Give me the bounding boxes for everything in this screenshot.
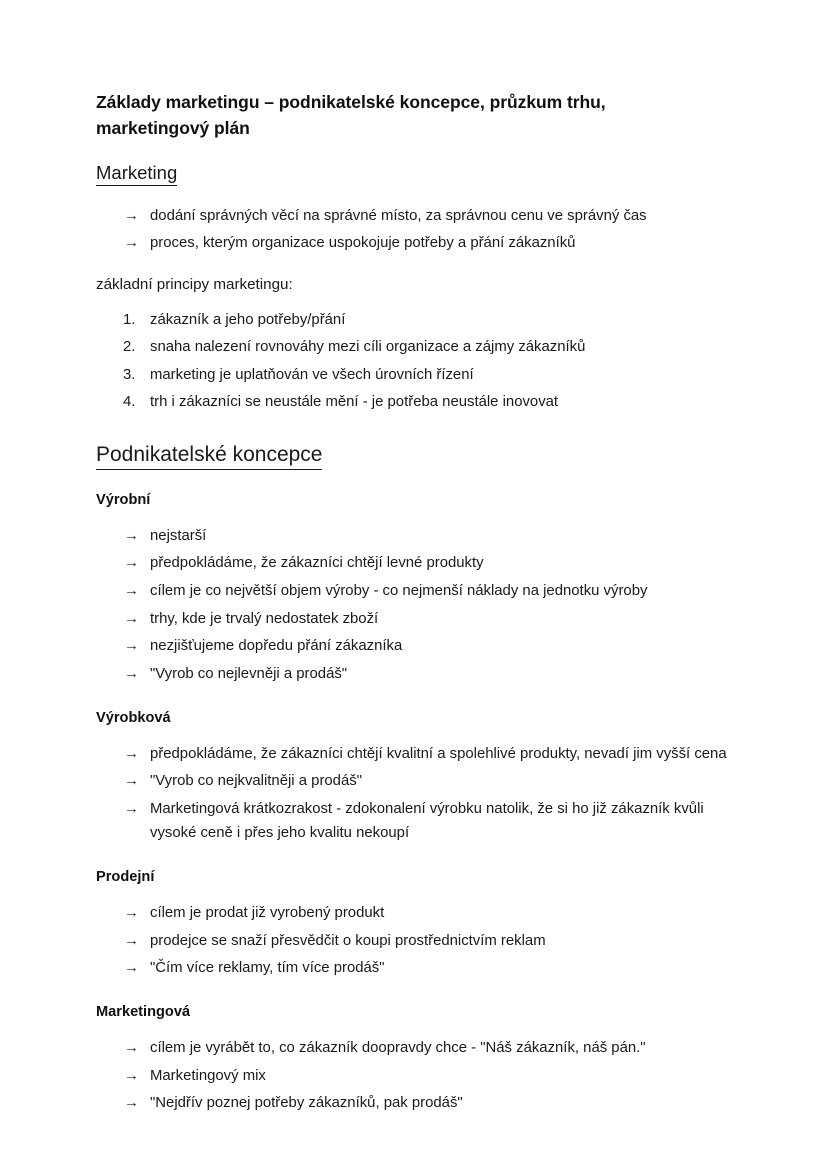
list-item-text: "Vyrob co nejlevněji a prodáš"	[150, 665, 348, 682]
list-item-text: nezjišťujeme dopředu přání zákazníka	[150, 638, 403, 655]
list-item-text: trhy, kde je trvalý nedostatek zboží	[150, 610, 379, 627]
list-item-text: cílem je prodat již vyrobený produkt	[150, 904, 385, 921]
vyrobni-list	[96, 524, 750, 686]
list-item-text: předpokládáme, že zákazníci chtějí levné produkty	[150, 555, 484, 572]
list-item	[96, 769, 750, 793]
arrow-icon: →	[124, 1040, 139, 1056]
arrow-icon: →	[124, 610, 139, 627]
arrow-icon: →	[124, 800, 139, 817]
subheading-prodejni: Prodejní	[96, 869, 155, 886]
list-item	[96, 335, 750, 359]
arrow-icon: →	[124, 932, 139, 949]
list-item	[96, 956, 750, 980]
page-title: Základy marketingu – podnikatelské koncepce, průzkum trhu, marketingový plán	[96, 92, 606, 138]
heading-marketing	[96, 161, 750, 186]
list-item	[96, 308, 750, 332]
list-item-text: Marketingový mix	[150, 1067, 266, 1084]
arrow-icon: →	[124, 960, 139, 977]
arrow-icon: →	[124, 773, 139, 790]
subheading-vyrobni: Výrobní	[96, 491, 151, 508]
principles-intro: základní principy marketingu:	[96, 275, 293, 293]
list-item	[96, 742, 750, 766]
list-item	[96, 204, 750, 228]
list-item	[96, 1064, 750, 1088]
arrow-icon: →	[124, 1067, 139, 1084]
list-item	[96, 524, 750, 548]
subheading-marketingova: Marketingová	[96, 1004, 191, 1021]
list-item	[96, 390, 750, 414]
list-item-text: trh i zákazníci se neustále mění - je potřeba neustále inovovat	[150, 394, 559, 411]
list-item	[96, 231, 750, 255]
list-item	[96, 607, 750, 631]
arrow-icon: →	[124, 527, 139, 544]
list-item-text: zákazník a jeho potřeby/přání	[150, 311, 346, 328]
arrow-icon: →	[124, 582, 139, 599]
marketing-definition-list	[96, 204, 750, 256]
list-item-text: nejstarší	[150, 527, 207, 544]
heading-podnikatelske-koncepce-text: Podnikatelské koncepce	[96, 443, 322, 470]
arrow-icon: →	[124, 207, 139, 224]
arrow-icon: →	[124, 745, 139, 762]
list-item-text: snaha nalezení rovnováhy mezi cíli organizace a zájmy zákazníků	[150, 339, 586, 356]
list-item	[96, 363, 750, 387]
prodejni-list	[96, 901, 750, 980]
arrow-icon: →	[124, 665, 139, 682]
marketing-principles-list	[96, 308, 750, 415]
list-item-text: marketing je uplatňován ve všech úrovních řízení	[150, 366, 474, 383]
list-item	[96, 551, 750, 575]
list-item	[96, 1036, 750, 1060]
arrow-icon: →	[124, 555, 139, 572]
list-item	[96, 1091, 750, 1115]
arrow-icon: →	[124, 904, 139, 921]
arrow-icon: →	[124, 638, 139, 655]
list-item-text: "Nejdřív poznej potřeby zákazníků, pak prodáš"	[150, 1095, 463, 1112]
arrow-icon: →	[124, 235, 139, 252]
list-item	[96, 929, 750, 953]
list-item	[96, 634, 750, 658]
heading-marketing-text: Marketing	[96, 162, 177, 186]
list-item-text: cílem je vyrábět to, co zákazník doopravdy chce - "Náš zákazník, náš pán."	[150, 1040, 646, 1056]
list-item-text: Marketingová krátkozrakost - zdokonalení výrobku natolik, že si ho již zákazník kvůli vysoké ceně i přes jeho kvalitu nekoupí	[150, 800, 704, 842]
arrow-icon: →	[124, 1095, 139, 1112]
marketingova-list	[96, 1036, 750, 1115]
list-item	[96, 797, 750, 845]
list-item	[96, 662, 750, 686]
subheading-vyrobkova: Výrobková	[96, 709, 171, 726]
list-item-text: cílem je co největší objem výroby - co nejmenší náklady na jednotku výroby	[150, 582, 648, 599]
list-item-text: předpokládáme, že zákazníci chtějí kvalitní a spolehlivé produkty, nevadí jim vyšší cena	[150, 745, 727, 762]
list-item	[96, 901, 750, 925]
vyrobkova-list	[96, 742, 750, 846]
list-item-text: proces, kterým organizace uspokojuje potřeby a přání zákazníků	[150, 235, 576, 252]
list-item-text: prodejce se snaží přesvědčit o koupi prostřednictvím reklam	[150, 932, 546, 949]
heading-podnikatelske-koncepce	[96, 441, 750, 468]
list-item-text: "Vyrob co nejkvalitněji a prodáš"	[150, 773, 362, 790]
list-item-text: "Čím více reklamy, tím více prodáš"	[150, 960, 385, 977]
list-item	[96, 579, 750, 603]
list-item-text: dodání správných věcí na správné místo, za správnou cenu ve správný čas	[150, 207, 647, 224]
